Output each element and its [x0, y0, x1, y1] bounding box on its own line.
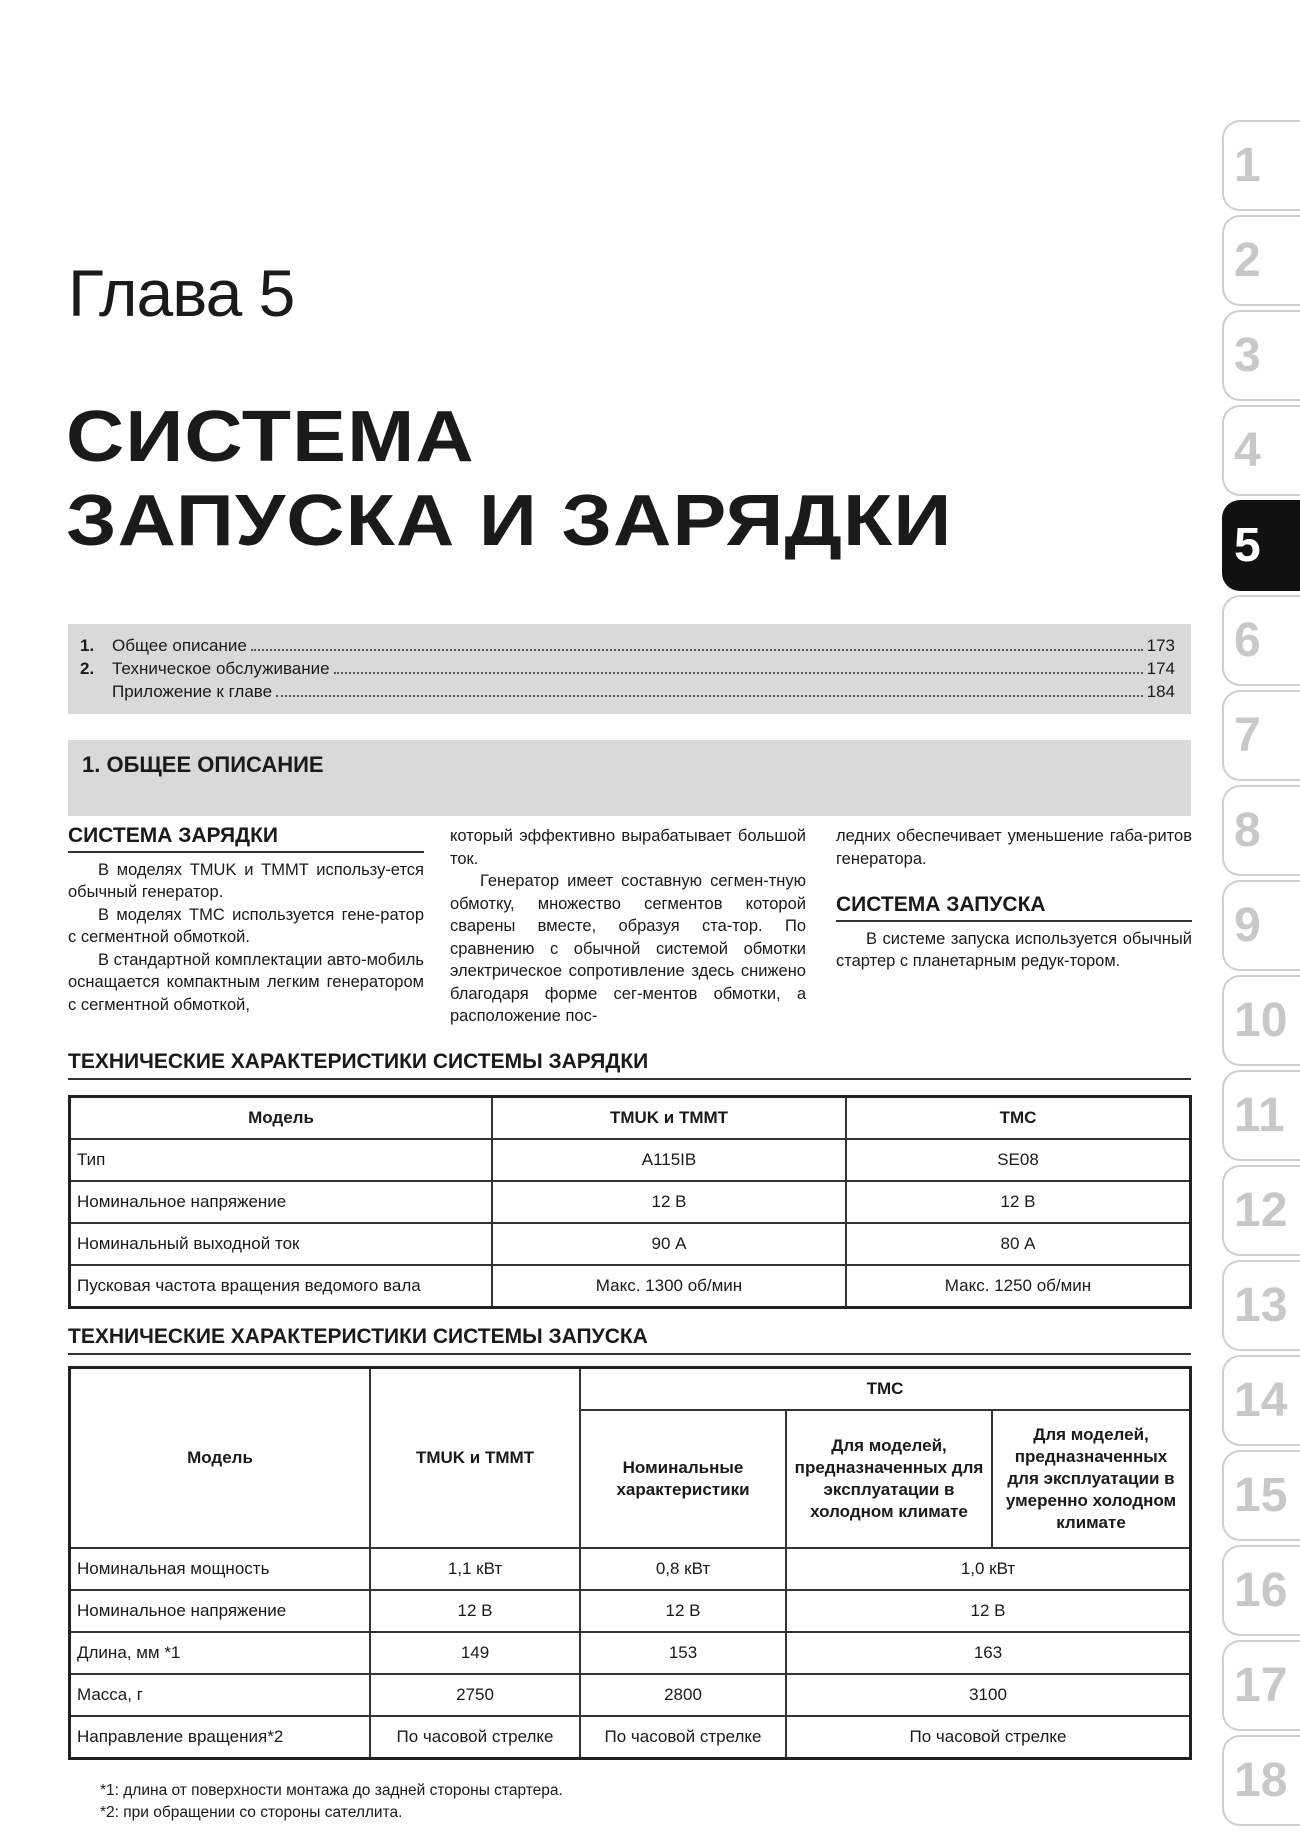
toc-number: 2.	[80, 659, 95, 678]
toc-leader	[334, 672, 1143, 674]
table-cell: Номинальное напряжение	[70, 1590, 371, 1632]
text-column-2	[450, 825, 806, 1028]
charging-system-heading: СИСТЕМА ЗАРЯДКИ	[68, 825, 424, 853]
table-cell: 3100	[786, 1674, 1191, 1716]
header-cell: Для моделей, предназначенных для эксплуатации в умеренно холодном климате	[992, 1410, 1191, 1548]
chapter-tab-17[interactable]: 17	[1222, 1640, 1300, 1731]
header-cell: Модель	[70, 1368, 371, 1549]
text-column-3	[836, 825, 1192, 973]
start-system-heading: СИСТЕМА ЗАПУСКА	[836, 894, 1192, 922]
table-cell: По часовой стрелке	[580, 1716, 786, 1759]
table-cell: Макс. 1300 об/мин	[492, 1265, 846, 1308]
table-of-contents	[68, 624, 1191, 714]
table-cell: Масса, г	[70, 1674, 371, 1716]
table-row	[70, 1181, 1191, 1223]
paragraph: Генератор имеет составную сегмен-тную обмотку, множество сегментов которой сварены вместе, образуя ста-тор. По сравнению с обычной системой обмотки электрическое сопротивление здесь снижено благодаря форме сег-ментов обмотки, а расположение пос-	[450, 872, 806, 1025]
paragraph: В моделях TMC используется гене-ратор с сегментной обмоткой.	[68, 905, 424, 946]
toc-page: 173	[1146, 636, 1175, 655]
table-cell: Номинальная мощность	[70, 1548, 371, 1590]
table-row	[70, 1139, 1191, 1181]
section-heading: 1. ОБЩЕЕ ОПИСАНИЕ	[68, 740, 1191, 816]
toc-entry[interactable]	[68, 682, 1191, 705]
table-cell: 90 А	[492, 1223, 846, 1265]
table-row	[70, 1632, 1191, 1674]
table-cell: Тип	[70, 1139, 493, 1181]
table-cell: A115IB	[492, 1139, 846, 1181]
toc-label: Общее описание	[112, 636, 247, 655]
footnotes	[100, 1780, 563, 1824]
chapter-tab-11[interactable]: 11	[1222, 1070, 1300, 1161]
table-cell: SE08	[846, 1139, 1191, 1181]
table-cell: 2800	[580, 1674, 786, 1716]
table-cell: 12 В	[492, 1181, 846, 1223]
table-cell: 80 А	[846, 1223, 1191, 1265]
header-cell: TMUK и TMMT	[370, 1368, 580, 1549]
footnote: *1: длина от поверхности монтажа до задней стороны стартера.	[100, 1782, 563, 1799]
header-cell: Для моделей, предназначенных для эксплуатации в холодном климате	[786, 1410, 992, 1548]
table-row	[70, 1590, 1191, 1632]
chapter-tab-8[interactable]: 8	[1222, 785, 1300, 876]
table-cell: 12 В	[580, 1590, 786, 1632]
chapter-tab-5[interactable]: 5	[1222, 500, 1300, 591]
page-title	[66, 395, 952, 563]
table-cell: 12 В	[846, 1181, 1191, 1223]
table-row	[70, 1716, 1191, 1759]
table-cell: 149	[370, 1632, 580, 1674]
table-cell: 12 В	[370, 1590, 580, 1632]
toc-number: 1.	[80, 636, 95, 655]
chapter-tab-14[interactable]: 14	[1222, 1355, 1300, 1446]
chapter-tab-7[interactable]: 7	[1222, 690, 1300, 781]
chapter-tab-1[interactable]: 1	[1222, 120, 1300, 211]
title-line-1: СИСТЕМА	[66, 397, 475, 477]
paragraph: который эффективно вырабатывает большой ток.	[450, 827, 806, 868]
header-cell: TMC	[580, 1368, 1191, 1411]
table-header-row	[70, 1368, 1191, 1411]
chapter-label: Глава 5	[68, 256, 295, 330]
header-cell: TMUK и TMMT	[492, 1097, 846, 1140]
charging-table-title: ТЕХНИЧЕСКИЕ ХАРАКТЕРИСТИКИ СИСТЕМЫ ЗАРЯДКИ	[68, 1050, 1191, 1080]
chapter-tab-2[interactable]: 2	[1222, 215, 1300, 306]
table-cell: 2750	[370, 1674, 580, 1716]
table-cell: Макс. 1250 об/мин	[846, 1265, 1191, 1308]
chapter-tab-6[interactable]: 6	[1222, 595, 1300, 686]
chapter-tab-18[interactable]: 18	[1222, 1735, 1300, 1826]
toc-page: 184	[1146, 682, 1175, 701]
toc-label: Приложение к главе	[112, 682, 273, 701]
start-specs-table	[68, 1366, 1192, 1760]
paragraph: В системе запуска используется обычный стартер с планетарным редук-тором.	[836, 929, 1192, 970]
toc-leader	[276, 695, 1143, 697]
table-cell: Номинальное напряжение	[70, 1181, 493, 1223]
paragraph: В стандартной комплектации авто-мобиль оснащается компактным легким генератором с сегментной обмоткой,	[68, 950, 424, 1014]
chapter-tab-4[interactable]: 4	[1222, 405, 1300, 496]
table-row	[70, 1223, 1191, 1265]
charging-specs-table	[68, 1095, 1192, 1309]
chapter-tab-13[interactable]: 13	[1222, 1260, 1300, 1351]
table-cell: 12 В	[786, 1590, 1191, 1632]
chapter-tabs	[1222, 120, 1300, 1830]
header-cell: Модель	[70, 1097, 493, 1140]
table-cell: По часовой стрелке	[786, 1716, 1191, 1759]
table-cell: 1,1 кВт	[370, 1548, 580, 1590]
table-cell: Номинальный выходной ток	[70, 1223, 493, 1265]
table-cell: 0,8 кВт	[580, 1548, 786, 1590]
table-cell: Длина, мм *1	[70, 1632, 371, 1674]
text-column-1	[68, 825, 424, 1016]
paragraph: В моделях TMUK и TMMT использу-ется обычный генератор.	[68, 860, 424, 901]
table-header-row	[70, 1097, 1191, 1140]
title-line-2: ЗАПУСКА И ЗАРЯДКИ	[66, 481, 953, 561]
toc-label: Техническое обслуживание	[112, 659, 330, 678]
table-cell: 163	[786, 1632, 1191, 1674]
table-row	[70, 1674, 1191, 1716]
toc-leader	[251, 649, 1143, 651]
chapter-tab-9[interactable]: 9	[1222, 880, 1300, 971]
toc-page: 174	[1146, 659, 1175, 678]
chapter-tab-16[interactable]: 16	[1222, 1545, 1300, 1636]
table-cell: 153	[580, 1632, 786, 1674]
chapter-tab-10[interactable]: 10	[1222, 975, 1300, 1066]
toc-entry[interactable]	[68, 636, 1191, 659]
table-cell: По часовой стрелке	[370, 1716, 580, 1759]
paragraph: ледних обеспечивает уменьшение габа-ритов генератора.	[836, 827, 1192, 868]
table-cell: Пусковая частота вращения ведомого вала	[70, 1265, 493, 1308]
table-row	[70, 1548, 1191, 1590]
chapter-tab-12[interactable]: 12	[1222, 1165, 1300, 1256]
table-cell: Направление вращения*2	[70, 1716, 371, 1759]
table-cell: 1,0 кВт	[786, 1548, 1191, 1590]
header-cell: TMC	[846, 1097, 1191, 1140]
start-table-title: ТЕХНИЧЕСКИЕ ХАРАКТЕРИСТИКИ СИСТЕМЫ ЗАПУСКА	[68, 1325, 1191, 1355]
table-row	[70, 1265, 1191, 1308]
toc-entry[interactable]	[68, 659, 1191, 682]
header-cell: Номинальные характеристики	[580, 1410, 786, 1548]
chapter-tab-3[interactable]: 3	[1222, 310, 1300, 401]
chapter-tab-15[interactable]: 15	[1222, 1450, 1300, 1541]
footnote: *2: при обращении со стороны сателлита.	[100, 1804, 403, 1821]
